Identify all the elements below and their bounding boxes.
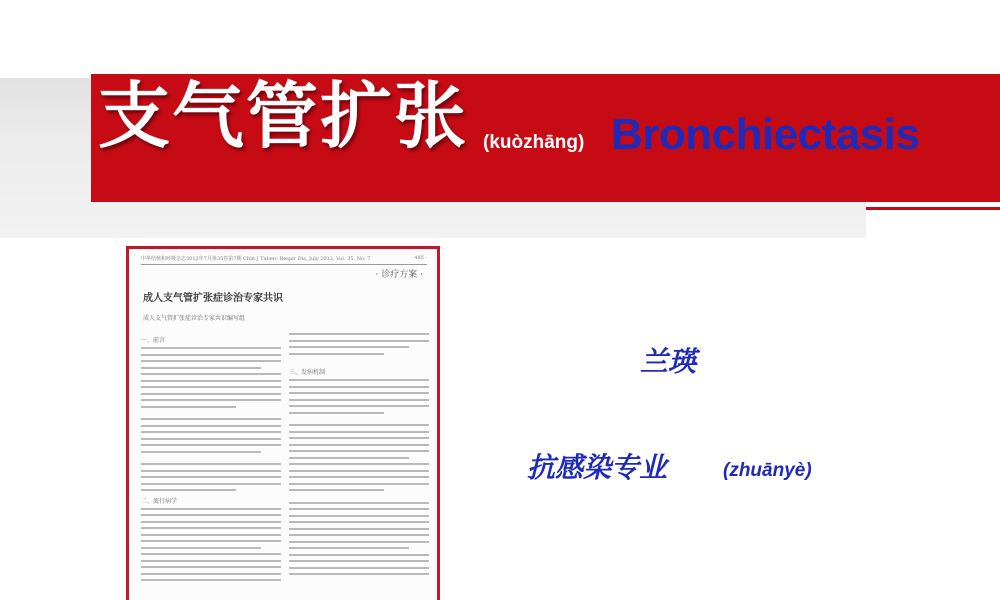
article-column-left: [141, 333, 281, 586]
presenter-name: 兰瑛: [640, 345, 697, 378]
slide-title-english: Bronchiectasis: [611, 110, 920, 159]
specialty-pinyin: (zhuānyè): [723, 460, 812, 481]
specialty-chinese: 抗感染专业: [527, 451, 668, 484]
article-title: 成人支气管扩张症诊治专家共识: [143, 293, 283, 304]
article-heading: 三、发病机制: [289, 369, 326, 376]
banner-accent-strip: [866, 207, 1000, 210]
article-heading: 一、前言: [141, 337, 166, 344]
article-heading: 二、流行病学: [141, 497, 178, 505]
journal-page-number: · 485 ·: [411, 255, 427, 261]
article-column-right: [289, 333, 429, 580]
slide-title-pinyin: (kuòzhāng): [483, 132, 585, 153]
article-authors: 成人支气管扩张症诊治专家共识编写组: [143, 315, 246, 322]
slide-title-chinese: 支气管扩张: [98, 74, 469, 158]
journal-header: 中华结核和呼吸杂志2012年7月第35卷第7期 Chin J Tuberc Respir Dis, July 2012, Vol. 35, No. 7: [141, 255, 427, 265]
article-section-label: · 诊疗方案 ·: [375, 270, 423, 280]
journal-article-image: [126, 246, 440, 600]
